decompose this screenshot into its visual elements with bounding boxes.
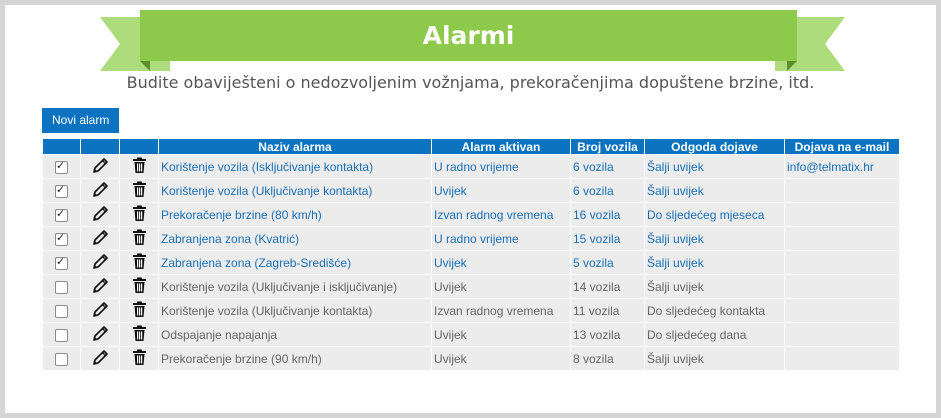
- table-row: [43, 347, 900, 371]
- row-select-cell: [43, 251, 81, 275]
- header-select: [43, 139, 81, 155]
- row-delete-cell: [120, 347, 159, 371]
- row-edit-cell: [81, 155, 120, 179]
- pencil-icon[interactable]: [92, 229, 109, 249]
- notification-delay-cell: Do sljedećeg dana: [645, 323, 785, 347]
- header-notification-delay[interactable]: Odgoda dojave: [645, 139, 785, 155]
- alarm-name-cell[interactable]: Korištenje vozila (Uključivanje i isključivanje): [159, 275, 432, 299]
- alarm-active-cell: Uvijek: [432, 323, 571, 347]
- notification-delay-cell: Do sljedećeg mjeseca: [645, 203, 785, 227]
- email-cell: [785, 275, 900, 299]
- trash-icon[interactable]: [132, 205, 147, 225]
- notification-delay-cell: Šalji uvijek: [645, 179, 785, 203]
- alarm-name-cell[interactable]: Korištenje vozila (Uključivanje kontakta): [159, 179, 432, 203]
- trash-icon[interactable]: [132, 181, 147, 201]
- pencil-icon[interactable]: [92, 349, 109, 369]
- vehicle-count-cell: 13 vozila: [571, 323, 645, 347]
- table-row: [43, 227, 900, 251]
- ribbon-fold-left: [140, 61, 150, 71]
- alarm-active-cell: Uvijek: [432, 179, 571, 203]
- pencil-icon[interactable]: [92, 205, 109, 225]
- table-row: [43, 275, 900, 299]
- page-subtitle: Budite obaviješteni o nedozvoljenim vožnjama, prekoračenjima dopuštene brzine, itd.: [126, 73, 815, 92]
- alarm-name-cell[interactable]: Odspajanje napajanja: [159, 323, 432, 347]
- trash-icon[interactable]: [132, 325, 147, 345]
- row-edit-cell: [81, 179, 120, 203]
- row-edit-cell: [81, 227, 120, 251]
- trash-icon[interactable]: [132, 229, 147, 249]
- row-select-cell: [43, 275, 81, 299]
- pencil-icon[interactable]: [92, 253, 109, 273]
- row-edit-cell: [81, 275, 120, 299]
- alarm-active-cell: Uvijek: [432, 275, 571, 299]
- trash-icon[interactable]: [132, 349, 147, 369]
- notification-delay-cell: Šalji uvijek: [645, 251, 785, 275]
- pencil-icon[interactable]: [92, 301, 109, 321]
- table-row: [43, 299, 900, 323]
- table-header-row: [43, 139, 900, 155]
- pencil-icon[interactable]: [92, 277, 109, 297]
- notification-delay-cell: Šalji uvijek: [645, 347, 785, 371]
- vehicle-count-cell: 16 vozila: [571, 203, 645, 227]
- ribbon-fold-right: [787, 61, 797, 71]
- header-vehicle-count[interactable]: Broj vozila: [571, 139, 645, 155]
- row-checkbox[interactable]: [55, 281, 68, 294]
- notification-delay-cell: Šalji uvijek: [645, 227, 785, 251]
- row-select-cell: [43, 323, 81, 347]
- email-cell: [785, 347, 900, 371]
- alarm-name-cell[interactable]: Prekoračenje brzine (80 km/h): [159, 203, 432, 227]
- alarm-name-cell[interactable]: Zabranjena zona (Zagreb-Središće): [159, 251, 432, 275]
- row-checkbox[interactable]: [55, 353, 68, 366]
- vehicle-count-cell: 6 vozila: [571, 155, 645, 179]
- header-alarm-active[interactable]: Alarm aktivan: [432, 139, 571, 155]
- row-select-cell: [43, 299, 81, 323]
- trash-icon[interactable]: [132, 277, 147, 297]
- row-select-cell: [43, 179, 81, 203]
- trash-icon[interactable]: [132, 301, 147, 321]
- alarm-active-cell: U radno vrijeme: [432, 155, 571, 179]
- row-edit-cell: [81, 251, 120, 275]
- row-checkbox[interactable]: [55, 209, 68, 222]
- row-select-cell: [43, 155, 81, 179]
- trash-icon[interactable]: [132, 157, 147, 177]
- row-checkbox[interactable]: [55, 161, 68, 174]
- email-cell: [785, 323, 900, 347]
- row-checkbox[interactable]: [55, 185, 68, 198]
- email-cell: [785, 179, 900, 203]
- vehicle-count-cell: 15 vozila: [571, 227, 645, 251]
- header-alarm-name[interactable]: Naziv alarma: [159, 139, 432, 155]
- table-row: [43, 155, 900, 179]
- row-select-cell: [43, 227, 81, 251]
- vehicle-count-cell: 14 vozila: [571, 275, 645, 299]
- row-delete-cell: [120, 323, 159, 347]
- vehicle-count-cell: 8 vozila: [571, 347, 645, 371]
- row-delete-cell: [120, 155, 159, 179]
- table-row: [43, 251, 900, 275]
- table-row: [43, 323, 900, 347]
- row-edit-cell: [81, 299, 120, 323]
- row-edit-cell: [81, 323, 120, 347]
- page-title: Alarmi: [422, 21, 515, 50]
- row-edit-cell: [81, 203, 120, 227]
- header-edit: [81, 139, 120, 155]
- row-delete-cell: [120, 275, 159, 299]
- header-delete: [120, 139, 159, 155]
- pencil-icon[interactable]: [92, 181, 109, 201]
- notification-delay-cell: Do sljedećeg kontakta: [645, 299, 785, 323]
- row-checkbox[interactable]: [55, 257, 68, 270]
- row-delete-cell: [120, 203, 159, 227]
- alarm-name-cell[interactable]: Korištenje vozila (Isključivanje kontakta): [159, 155, 432, 179]
- alarm-active-cell: Uvijek: [432, 347, 571, 371]
- new-alarm-button[interactable]: Novi alarm: [42, 108, 119, 133]
- row-delete-cell: [120, 227, 159, 251]
- row-delete-cell: [120, 251, 159, 275]
- row-edit-cell: [81, 347, 120, 371]
- notification-delay-cell: Šalji uvijek: [645, 275, 785, 299]
- header-email-notification[interactable]: Dojava na e-mail: [785, 139, 900, 155]
- table-row: [43, 179, 900, 203]
- trash-icon[interactable]: [132, 253, 147, 273]
- alarm-active-cell: Izvan radnog vremena: [432, 203, 571, 227]
- alarm-active-cell: U radno vrijeme: [432, 227, 571, 251]
- vehicle-count-cell: 5 vozila: [571, 251, 645, 275]
- vehicle-count-cell: 6 vozila: [571, 179, 645, 203]
- pencil-icon[interactable]: [92, 325, 109, 345]
- alarms-table: [42, 138, 900, 371]
- email-cell: info@telmatix.hr: [785, 155, 900, 179]
- alarm-active-cell: Uvijek: [432, 251, 571, 275]
- notification-delay-cell: Šalji uvijek: [645, 155, 785, 179]
- title-banner: [140, 10, 797, 61]
- row-select-cell: [43, 203, 81, 227]
- email-cell: [785, 251, 900, 275]
- alarm-active-cell: Izvan radnog vremena: [432, 299, 571, 323]
- table-row: [43, 203, 900, 227]
- row-checkbox[interactable]: [55, 233, 68, 246]
- pencil-icon[interactable]: [92, 157, 109, 177]
- email-cell: [785, 203, 900, 227]
- alarm-name-cell[interactable]: Zabranjena zona (Kvatrić): [159, 227, 432, 251]
- row-delete-cell: [120, 179, 159, 203]
- alarm-name-cell[interactable]: Prekoračenje brzine (90 km/h): [159, 347, 432, 371]
- email-cell: [785, 299, 900, 323]
- row-checkbox[interactable]: [55, 305, 68, 318]
- row-select-cell: [43, 347, 81, 371]
- row-delete-cell: [120, 299, 159, 323]
- email-cell: [785, 227, 900, 251]
- row-checkbox[interactable]: [55, 329, 68, 342]
- alarms-page: [5, 5, 936, 413]
- alarm-name-cell[interactable]: Korištenje vozila (Uključivanje kontakta): [159, 299, 432, 323]
- vehicle-count-cell: 11 vozila: [571, 299, 645, 323]
